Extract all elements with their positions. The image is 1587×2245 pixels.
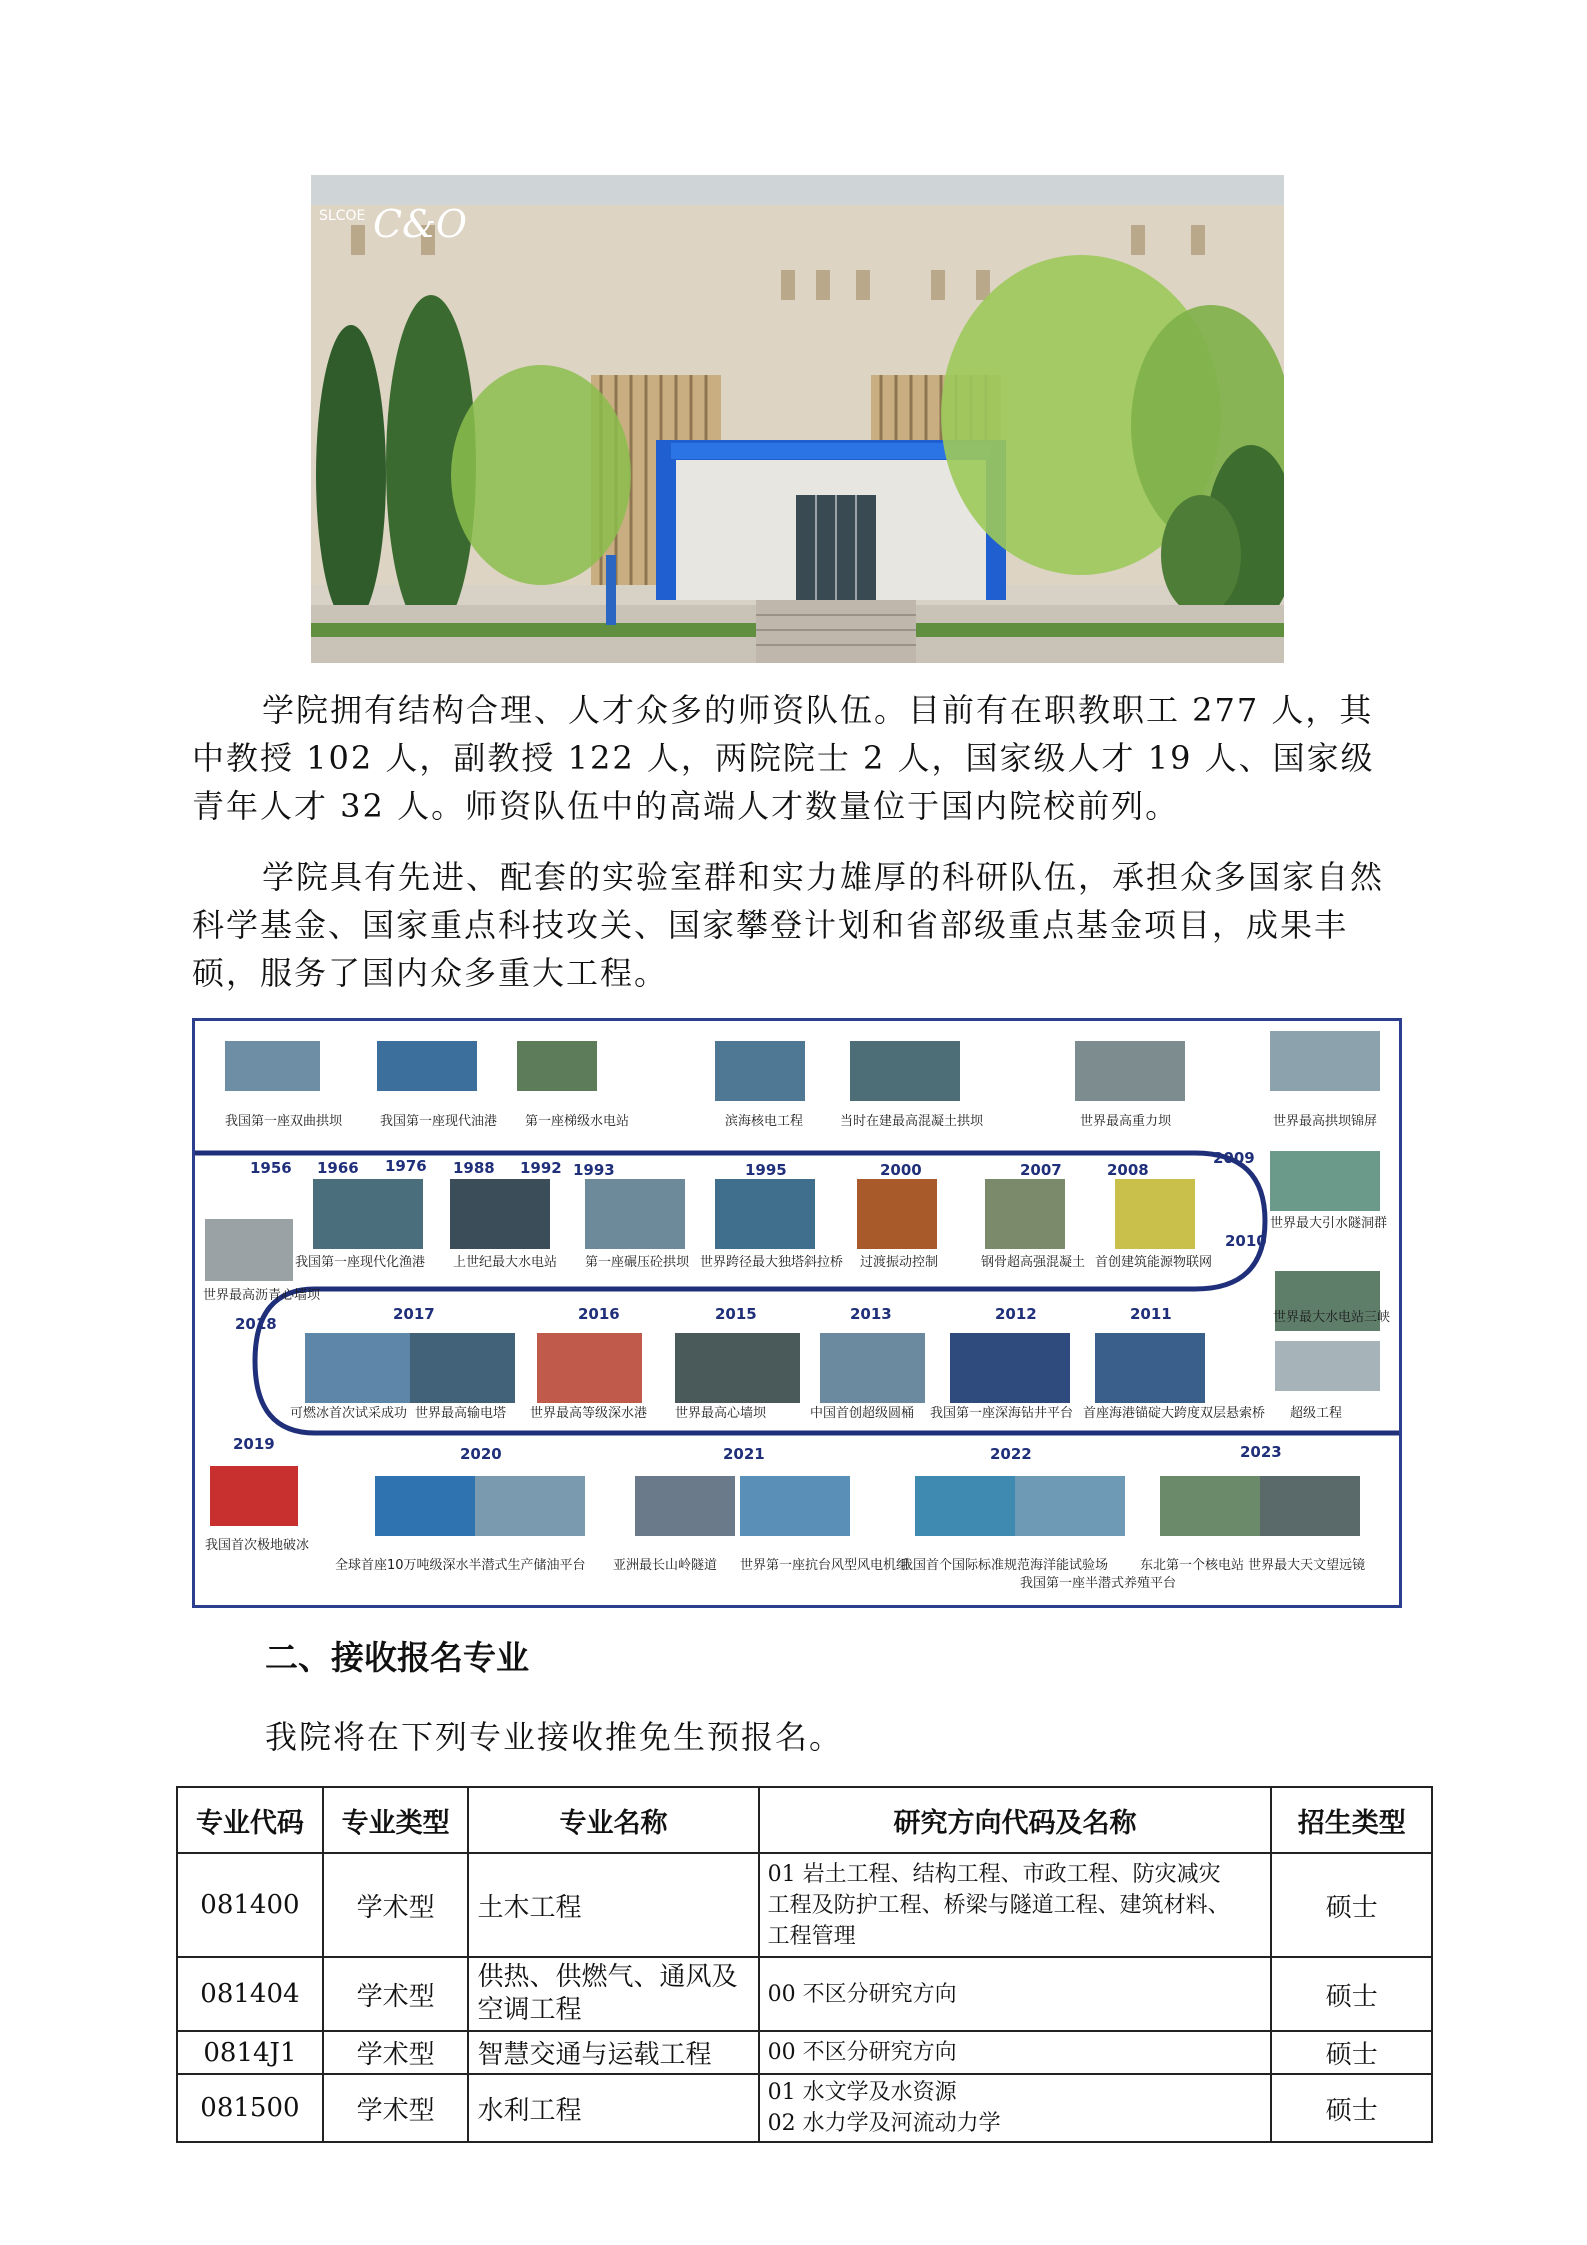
cell-code: 0814J1: [177, 2031, 323, 2074]
timeline-label: 我国第一座双曲拱坝: [225, 1114, 343, 1129]
timeline-label: 首创建筑能源物联网: [1095, 1255, 1213, 1270]
timeline-year: 1993: [573, 1161, 615, 1179]
timeline-year: 2020: [460, 1445, 502, 1463]
timeline-drawing: [195, 1021, 1399, 1605]
timeline-label: 当时在建最高混凝土拱坝: [840, 1114, 984, 1129]
timeline-label: 首座海港锚碇大跨度双层悬索桥: [1083, 1406, 1266, 1421]
cell-name: 供热、供燃气、通风及空调工程: [468, 1957, 758, 2031]
section-intro: 我院将在下列专业接收推免生预报名。: [265, 1718, 844, 1756]
timeline-year: 2017: [393, 1305, 435, 1323]
cell-degree: 硕士: [1271, 1853, 1432, 1957]
timeline-label: 东北第一个核电站 世界最大天文望远镜: [1140, 1558, 1366, 1573]
timeline-label: 世界最高心墙坝: [675, 1406, 767, 1421]
majors-table: [176, 1786, 1433, 2143]
table-row: [177, 1853, 1432, 1957]
timeline-label: 可燃冰首次试采成功: [290, 1406, 408, 1421]
logo-co: C&O: [373, 202, 468, 246]
timeline-year: 2022: [990, 1445, 1032, 1463]
timeline-year: 1976: [385, 1157, 427, 1175]
timeline-label: 我国第一座深海钻井平台: [930, 1406, 1074, 1421]
header-degree: 招生类型: [1271, 1787, 1432, 1853]
timeline-label: 第一座梯级水电站: [525, 1114, 630, 1129]
timeline-year: 2013: [850, 1305, 892, 1323]
timeline-label: 世界最高沥青心墙坝: [203, 1288, 321, 1303]
paragraph-research: [192, 853, 1402, 997]
timeline-year: 2007: [1020, 1161, 1062, 1179]
timeline-label: 世界最大引水隧洞群: [1270, 1216, 1388, 1231]
timeline-year: 2021: [723, 1445, 765, 1463]
timeline-label: 我国首个国际标准规范海洋能试验场: [900, 1558, 1109, 1573]
cell-type: 学术型: [323, 1853, 469, 1957]
table-row: [177, 2074, 1432, 2142]
timeline-thumbs-row1: [225, 1031, 1380, 1101]
cell-code: 081400: [177, 1853, 323, 1957]
header-code: 专业代码: [177, 1787, 323, 1853]
timeline-label: 全球首座10万吨级深水半潜式生产储油平台: [335, 1558, 586, 1573]
header-type: 专业类型: [323, 1787, 469, 1853]
timeline-label: 世界最高重力坝: [1080, 1114, 1172, 1129]
timeline-label: 世界第一座抗台风型风电机组: [740, 1558, 910, 1573]
timeline-year: 1956: [250, 1159, 292, 1177]
paragraph-research-text: 学院具有先进、配套的实验室群和实力雄厚的科研队伍，承担众多国家自然科学基金、国家重点科技攻关、国家攀登计划和省部级重点基金项目，成果丰硕，服务了国内众多重大工程。: [192, 858, 1385, 992]
timeline-year: 2015: [715, 1305, 757, 1323]
timeline-label: 第一座碾压砼拱坝: [585, 1255, 690, 1270]
timeline-label: 我国首次极地破冰: [205, 1538, 310, 1553]
direction-line: 02 水力学及河流动力学: [767, 2111, 1001, 2136]
timeline-year: 1966: [317, 1159, 359, 1177]
timeline-label: 世界跨径最大独塔斜拉桥: [700, 1255, 844, 1270]
timeline-year: 2011: [1130, 1305, 1172, 1323]
direction-line: 01 水文学及水资源: [767, 2080, 957, 2105]
cell-type: 学术型: [323, 1957, 469, 2031]
timeline-label: 钢骨超高强混凝土: [981, 1255, 1086, 1270]
direction-line: 工程管理: [767, 1923, 856, 1949]
timeline-year: 2018: [235, 1315, 277, 1333]
timeline-year: 2009: [1213, 1149, 1255, 1167]
logo-slcoe: SLCOE: [319, 208, 366, 224]
timeline-year: 2008: [1107, 1161, 1149, 1179]
timeline-label: 我国第一座现代油港: [380, 1114, 498, 1129]
timeline-year: 2000: [880, 1161, 922, 1179]
timeline-year: 2019: [233, 1435, 275, 1453]
table-row: [177, 1957, 1432, 2031]
timeline-label: 亚洲最长山岭隧道: [613, 1558, 718, 1573]
building-photo-drawing: [311, 175, 1284, 663]
cell-directions: [759, 2031, 1272, 2074]
timeline-label: 世界最高等级深水港: [530, 1406, 648, 1421]
timeline-year: 2010: [1225, 1232, 1267, 1250]
cell-code: 081404: [177, 1957, 323, 2031]
timeline-year: 2016: [578, 1305, 620, 1323]
cell-type: 学术型: [323, 2031, 469, 2074]
cell-directions: [759, 1853, 1272, 1957]
engineering-timeline: [192, 1018, 1402, 1608]
cell-directions: [759, 2074, 1272, 2142]
timeline-label: 超级工程: [1290, 1406, 1343, 1421]
timeline-label: 滨海核电工程: [725, 1114, 804, 1129]
cell-name: 智慧交通与运载工程: [468, 2031, 758, 2074]
section-title: 二、接收报名专业: [265, 1638, 529, 1677]
timeline-label: 世界最高拱坝锦屏: [1273, 1114, 1378, 1129]
cell-code: 081500: [177, 2074, 323, 2142]
cell-degree: 硕士: [1271, 2074, 1432, 2142]
timeline-year: 1995: [745, 1161, 787, 1179]
timeline-year: 1992: [520, 1159, 562, 1177]
cell-name: 土木工程: [468, 1853, 758, 1957]
timeline-label: 世界最高输电塔: [415, 1406, 507, 1421]
timeline-label: 中国首创超级圆桶: [810, 1406, 915, 1421]
cell-degree: 硕士: [1271, 1957, 1432, 2031]
timeline-label: 过渡振动控制: [860, 1255, 939, 1270]
timeline-year: 2012: [995, 1305, 1037, 1323]
timeline-year: 1988: [453, 1159, 495, 1177]
building-photo: [311, 175, 1284, 663]
timeline-label: 我国第一座现代化渔港: [295, 1255, 426, 1270]
cell-type: 学术型: [323, 2074, 469, 2142]
timeline-year: 2023: [1240, 1443, 1282, 1461]
cell-name: 水利工程: [468, 2074, 758, 2142]
cell-directions: [759, 1957, 1272, 2031]
timeline-thumbs-row4: [210, 1466, 1360, 1536]
paragraph-faculty: [192, 686, 1402, 830]
timeline-label: 上世纪最大水电站: [453, 1255, 558, 1270]
direction-line: 01 岩土工程、结构工程、市政工程、防灾减灾: [767, 1861, 1221, 1887]
table-header-row: [177, 1787, 1432, 1853]
direction-line: 工程及防护工程、桥梁与隧道工程、建筑材料、: [767, 1892, 1230, 1918]
header-directions: 研究方向代码及名称: [759, 1787, 1272, 1853]
cell-degree: 硕士: [1271, 2031, 1432, 2074]
direction-line: 00 不区分研究方向: [767, 1981, 957, 2007]
paragraph-faculty-text: 学院拥有结构合理、人才众多的师资队伍。目前有在职教职工 277 人，其中教授 102 人，副教授 122 人，两院院士 2 人，国家级人才 19 人、国家级青年人才 32 人。师资队伍中的高端人才数量位于国内院校前列。: [192, 691, 1375, 825]
table-row: [177, 2031, 1432, 2074]
timeline-label: 我国第一座半潜式养殖平台: [1020, 1576, 1177, 1591]
direction-line: 00 不区分研究方向: [767, 2040, 957, 2065]
timeline-label: 世界最大水电站三峡: [1273, 1310, 1391, 1325]
header-name: 专业名称: [468, 1787, 758, 1853]
